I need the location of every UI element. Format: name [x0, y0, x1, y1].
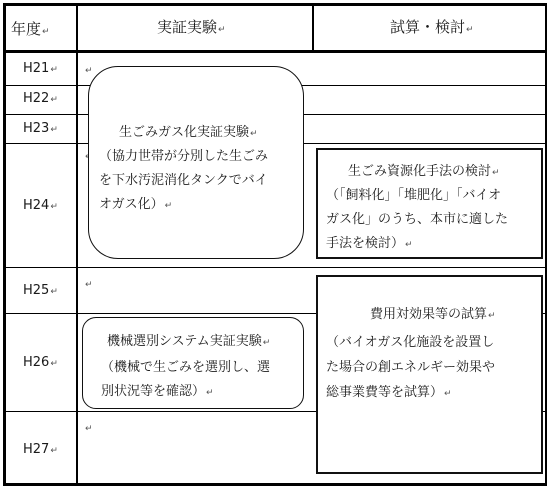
- header-study-label: 試算・検討: [390, 18, 466, 36]
- paragraph-mark: [50, 202, 58, 212]
- year-cell-h27: [23, 442, 58, 457]
- box-text-line: （機械で生ごみを選別し、選: [101, 360, 271, 375]
- box-text-line: 生ごみガス化実証実験: [119, 125, 250, 140]
- box-text-line: （協力世帯が分別した生ごみ: [99, 149, 269, 164]
- year-label: H25: [23, 283, 50, 298]
- paragraph-mark: [50, 125, 58, 135]
- box-text-line: （「飼料化」「堆肥化」「バイオ: [326, 188, 502, 203]
- box-text-line: た場合の創エネルギー効果や: [326, 360, 496, 375]
- table-border-bottom: [3, 483, 547, 486]
- paragraph-mark: [466, 25, 474, 35]
- year-cell-h25: [23, 283, 58, 298]
- year-label: H26: [23, 355, 50, 370]
- resource-study-desc-1: [326, 184, 501, 203]
- paragraph-mark: [206, 388, 214, 398]
- box-text-line: （バイオガス化施設を設置し: [326, 335, 495, 350]
- cost-study-desc-2: [326, 356, 495, 375]
- paragraph-mark: [85, 66, 93, 76]
- paragraph-mark: [50, 287, 58, 297]
- cost-study-title: [370, 303, 496, 322]
- paragraph-mark: [50, 95, 58, 105]
- year-label: H22: [23, 91, 50, 106]
- cost-study-desc-3: [326, 381, 452, 400]
- header-year-label: 年度: [11, 20, 42, 38]
- box-text-line: を下水汚泥消化タンクでバイ: [99, 173, 268, 188]
- year-label: H23: [23, 121, 50, 136]
- gas-experiment-box: [88, 66, 304, 259]
- paragraph-mark: [263, 338, 271, 348]
- header-experiment-cell: [157, 16, 226, 37]
- table-border-right: [545, 3, 547, 486]
- year-label: H21: [23, 61, 50, 76]
- year-cell-h21: [23, 61, 58, 76]
- paragraph-mark: [50, 65, 58, 75]
- paragraph-mark: [42, 27, 50, 37]
- box-text-line: 機械選別システム実証実験: [107, 334, 262, 349]
- paragraph-mark: [85, 424, 93, 434]
- paragraph-mark: [250, 129, 258, 139]
- header-study-cell: [390, 16, 474, 37]
- column-divider-year: [76, 3, 78, 486]
- row-divider-h24: [3, 267, 547, 268]
- header-row-divider: [3, 50, 547, 53]
- year-cell-h26: [23, 355, 58, 370]
- gas-experiment-desc-1: [99, 145, 268, 164]
- year-label: H27: [23, 442, 50, 457]
- resource-study-box: [316, 148, 543, 259]
- sorting-experiment-title: [107, 330, 270, 349]
- sorting-experiment-box: [82, 317, 304, 409]
- header-year-cell: [11, 18, 50, 39]
- year-cell-h22: [23, 91, 58, 106]
- box-text-line: オガス化）: [99, 197, 164, 212]
- paragraph-mark: [165, 201, 173, 211]
- cost-study-desc-1: [326, 331, 494, 350]
- paragraph-mark: [218, 25, 226, 35]
- resource-study-desc-3: [326, 232, 413, 251]
- gas-experiment-title: [119, 121, 258, 140]
- gas-experiment-desc-2: [99, 169, 268, 188]
- paragraph-mark: [405, 240, 413, 250]
- box-text-line: 生ごみ資源化手法の検討: [348, 164, 492, 179]
- gas-experiment-desc-3: [99, 193, 172, 212]
- table-border-top: [3, 3, 547, 6]
- paragraph-mark: [488, 311, 496, 321]
- year-cell-h24: [23, 198, 58, 213]
- box-text-line: 費用対効果等の試算: [370, 307, 488, 322]
- year-cell-h23: [23, 121, 58, 136]
- box-text-line: 総事業費等を試算）: [326, 385, 444, 400]
- sorting-experiment-desc-2: [101, 380, 214, 399]
- paragraph-mark: [492, 168, 500, 178]
- cost-study-box: [316, 275, 543, 474]
- column-divider-header: [312, 3, 314, 52]
- table-border-left: [3, 3, 6, 486]
- header-experiment-label: 実証実験: [157, 18, 218, 36]
- year-label: H24: [23, 198, 50, 213]
- sorting-experiment-desc-1: [101, 356, 270, 375]
- paragraph-mark: [50, 446, 58, 456]
- resource-study-title: [348, 160, 500, 179]
- box-text-line: 別状況等を確認）: [101, 384, 206, 399]
- box-text-line: 手法を検討）: [326, 236, 405, 251]
- paragraph-mark: [50, 359, 58, 369]
- paragraph-mark: [444, 389, 452, 399]
- resource-study-desc-2: [326, 208, 508, 227]
- box-text-line: ガス化」のうち、本市に適した: [326, 212, 509, 227]
- paragraph-mark: [85, 280, 93, 290]
